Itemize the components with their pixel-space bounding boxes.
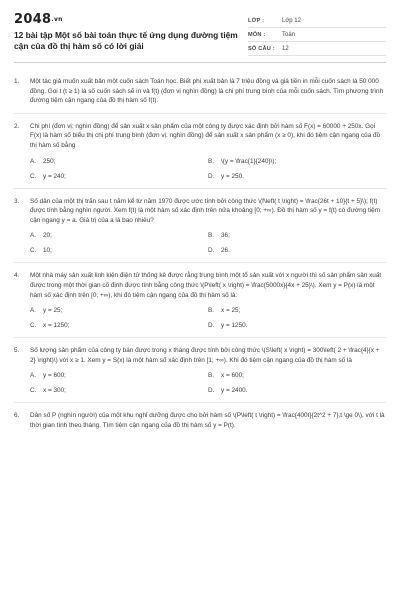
option-text: y = 2400. [221, 387, 248, 395]
meta-key: MÔN : [248, 31, 266, 38]
option-letter: B. [208, 372, 215, 380]
answer-option-d[interactable] [208, 172, 386, 181]
question-number: 4. [14, 272, 20, 280]
question-text: Chi phí (đơn vị: nghìn đồng) để sản xuất x sản phẩm của một công ty được xác định bởi hàm số F(x) = 60000 + 250x. Gọi F(x) là hàm số biểu thị chi phí trung bình (đơn vị: nghìn đồng) để sản xuất x sản phẩm (x ≥ 0), khi đó tiệm cận ngang của đồ thị hàm số bằng [30, 122, 381, 149]
meta-key: LỚP : [248, 17, 265, 24]
option-letter: D. [208, 172, 215, 180]
question-number: 3. [14, 197, 20, 205]
question-item [14, 69, 386, 114]
question-text: Số lượng sản phẩm của công ty bán được trong x tháng được tính bởi công thức \(S\left( x \right) = 300\left( 2 + \frac{4}{x + 2} \right)\) với x ≥ 1. Xem y = S(x) là một hàm số xác định trên [1; +∞). Khi đó tiệm cận ngang của đồ thị hàm số là [30, 347, 380, 364]
option-letter: C. [30, 247, 37, 255]
meta-value: Toán [282, 31, 296, 38]
question-number: 6. [14, 412, 20, 420]
option-text: y = 600; [43, 372, 66, 380]
option-text: y = 240; [43, 172, 66, 180]
option-text: 10; [43, 247, 52, 255]
question-text: Dân số P (nghìn người) của một khu nghỉ dưỡng được cho bởi hàm số \(P\left( t \right) = \frac{400t}{2t^2 + 7},t \ge 0\), với t là thời gian tính theo tháng. Tìm tiệm cận ngang của đồ thị hàm số y = P(t). [30, 412, 385, 429]
option-letter: B. [208, 232, 215, 240]
answer-option-d[interactable] [208, 386, 386, 395]
option-text: 20; [43, 232, 52, 240]
option-text: x = 1250; [43, 322, 70, 330]
answer-options [14, 306, 386, 330]
answer-option-b[interactable] [208, 157, 386, 166]
answer-option-b[interactable] [208, 371, 386, 380]
answer-option-b[interactable] [208, 231, 386, 240]
option-letter: C. [30, 172, 37, 180]
meta-key: SỐ CÂU : [248, 45, 275, 52]
meta-row-count [248, 42, 386, 56]
answer-option-c[interactable] [30, 172, 208, 181]
question-number: 1. [14, 78, 20, 85]
option-text: x = 300; [43, 387, 66, 395]
answer-option-a[interactable] [30, 306, 208, 315]
option-letter: B. [208, 307, 215, 315]
answer-option-a[interactable] [30, 371, 208, 380]
option-text: y = 1250. [221, 322, 248, 330]
logo-suffix: .vn [51, 16, 63, 23]
option-text: y = 250. [221, 172, 244, 180]
option-text: 36; [221, 232, 230, 240]
question-text: Số dân của một thị trấn sau t năm kể từ năm 1970 được ước tính bởi công thức \(f\left( t \right) = \frac{26t + 10}{t + 5}\); f(t) được tính bằng nghìn người. Xem f(t) là một hàm số xác định trên nửa khoảng [0; +∞). Đồ thị hàm số y = f(t) có đường tiệm cận ngang y = a. Giá trị của a là bao nhiêu? [30, 197, 381, 224]
meta-table [248, 14, 386, 56]
option-text: x = 25; [221, 307, 241, 315]
answer-options [14, 371, 386, 395]
answer-options [14, 157, 386, 181]
answer-option-c[interactable] [30, 386, 208, 395]
question-item [14, 263, 386, 338]
answer-option-b[interactable] [208, 306, 386, 315]
option-letter: C. [30, 387, 37, 395]
logo-text: 2048 [14, 12, 52, 27]
question-item [14, 338, 386, 403]
answer-options [14, 231, 386, 255]
answer-option-a[interactable] [30, 157, 208, 166]
answer-option-d[interactable] [208, 321, 386, 330]
option-letter: A. [30, 372, 37, 380]
question-list [14, 69, 386, 438]
document-header [14, 12, 386, 63]
option-letter: D. [208, 322, 215, 330]
question-text: Một nhà máy sản xuất linh kiện điện tử thống kê được rằng trung bình một tổ sản xuất với x người thì số sản phẩm sản xuất được trong một thời gian cố định được tính bằng công thức \(P\left( x \right) = \frac{5000x}{4x + 25}\). Xem y = P(x) là một hàm số xác định trên [0; +∞), khi đó tiệm cận ngang của đồ thị hàm số là: [30, 272, 382, 299]
header-left [14, 12, 246, 52]
option-letter: B. [208, 157, 215, 165]
option-text: y = 25; [43, 307, 63, 315]
meta-value: 12 [282, 45, 289, 52]
question-number: 5. [14, 347, 20, 355]
question-item [14, 403, 386, 437]
option-text: 250; [43, 157, 56, 165]
option-letter: D. [208, 387, 215, 395]
meta-value: Lớp 12 [282, 17, 301, 24]
question-item [14, 114, 386, 189]
answer-option-a[interactable] [30, 231, 208, 240]
option-letter: C. [30, 322, 37, 330]
option-letter: D. [208, 247, 215, 255]
option-text: 26. [221, 247, 230, 255]
meta-row-class [248, 14, 386, 28]
meta-row-subject [248, 28, 386, 42]
answer-option-c[interactable] [30, 246, 208, 255]
option-letter: A. [30, 157, 37, 165]
option-letter: A. [30, 307, 37, 315]
site-logo[interactable] [14, 12, 246, 27]
option-text: \(y = \frac{1}{240}\); [221, 157, 277, 165]
question-number: 2. [14, 122, 20, 130]
page-title: 12 bài tập Một số bài toán thực tế ứng dụng đường tiệm cận của đồ thị hàm số có lời giải [14, 30, 238, 51]
answer-option-d[interactable] [208, 246, 386, 255]
question-text: Một tác giả muốn xuất bản một cuốn sách Toán học. Biết phí xuất bản là 7 triệu đồng và giá tiền in mỗi cuốn sách là 50 000 đồng. Gọi t (t ≥ 1) là số cuốn sách sẽ in và f(t) (đơn vị nghìn đồng) là chi phí trung bình của mỗi cuốn sách. Tìm phương trình đường tiệm cận ngang của đồ thị hàm số f(t). [30, 78, 384, 105]
option-letter: A. [30, 232, 37, 240]
question-item [14, 189, 386, 264]
answer-option-c[interactable] [30, 321, 208, 330]
option-text: x = 600; [221, 372, 244, 380]
